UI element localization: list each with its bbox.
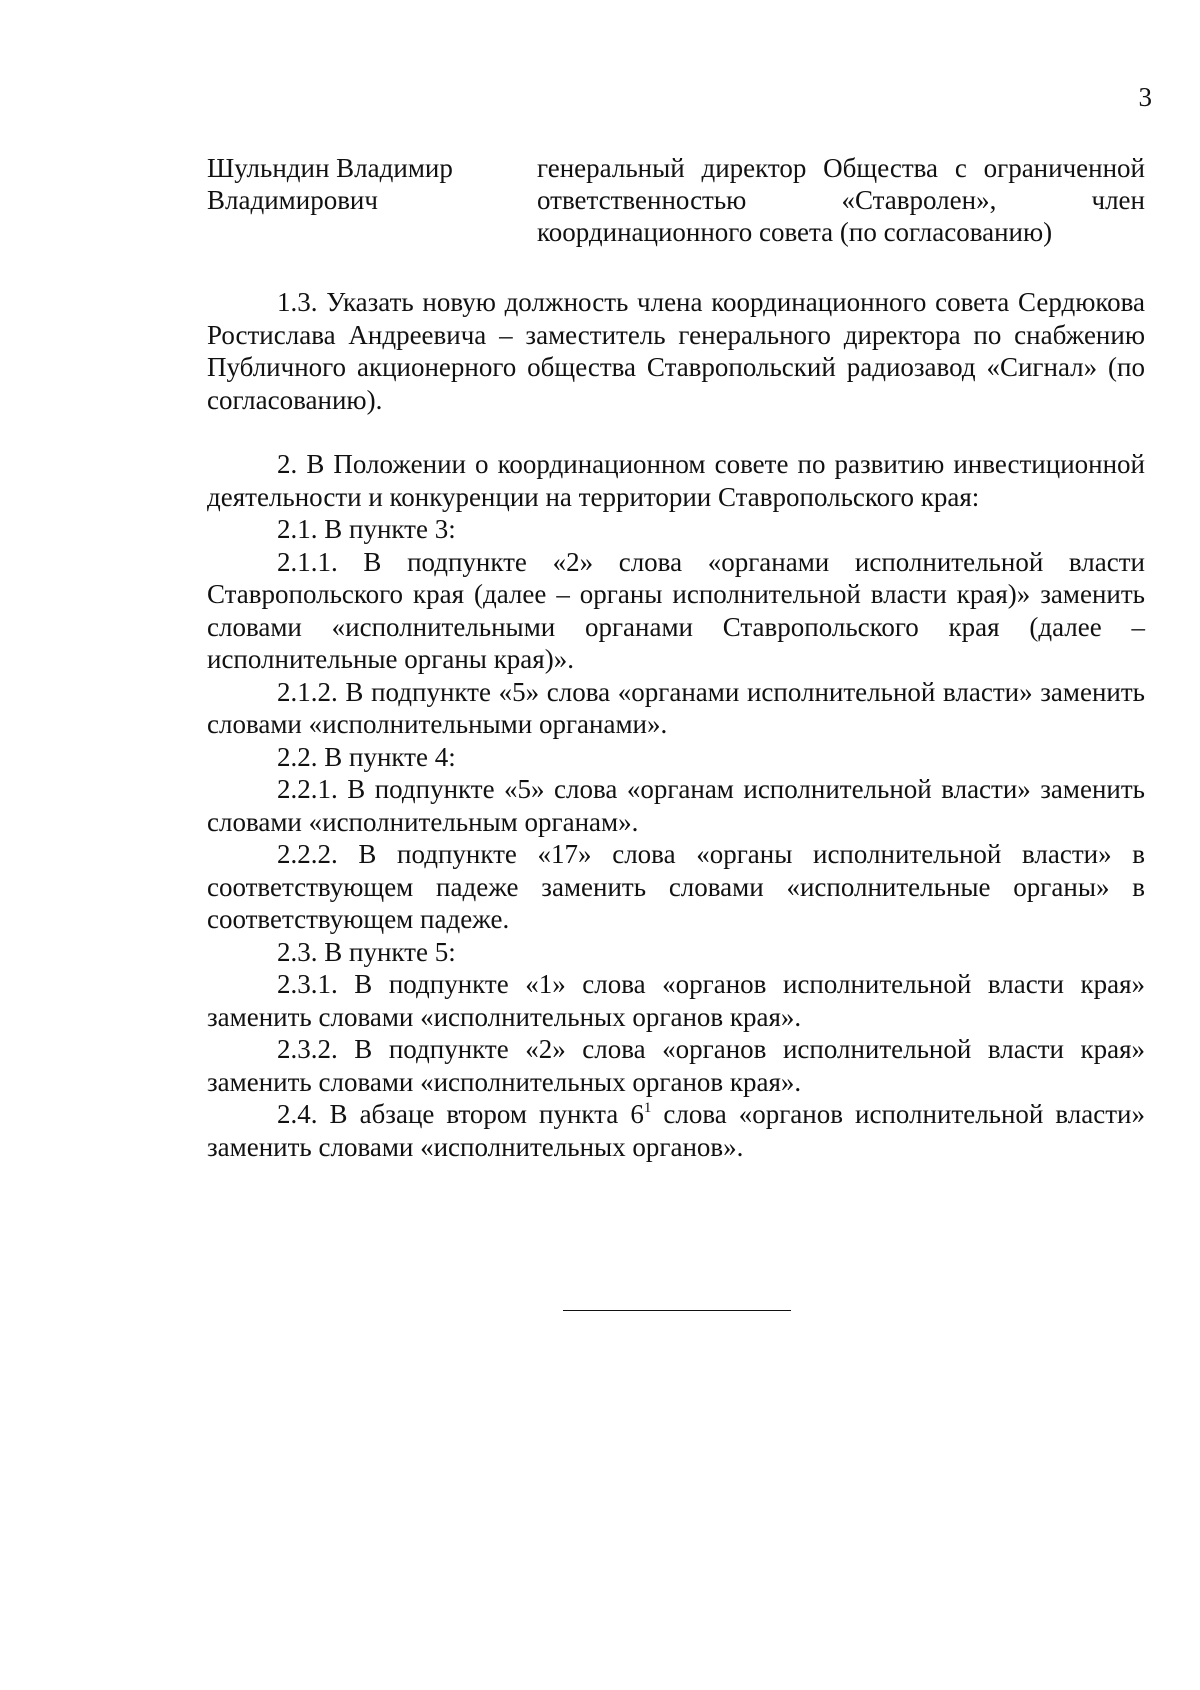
member-name bbox=[207, 152, 497, 216]
paragraph-2-4-start: 2.4. В абзаце втором пункта 6 bbox=[277, 1099, 644, 1129]
paragraph-2-3-2: 2.3.2. В подпункте «2» слова «органов исполнительной власти края» заменить словами «исполнительных органов края». bbox=[207, 1034, 1145, 1097]
paragraph-2-1-1: 2.1.1. В подпункте «2» слова «органами исполнительной власти Ставропольского края (далее – органы исполнительной власти края)» заменить словами «исполнительными органами Ставропольского края (далее – исполнительные органы края)». bbox=[207, 546, 1145, 674]
paragraph-2-2: 2.2. В пункте 4: bbox=[277, 741, 456, 772]
document-body bbox=[207, 286, 1145, 1163]
page-number: 3 bbox=[1138, 82, 1152, 112]
paragraph-2-4-superscript: 1 bbox=[643, 1100, 652, 1116]
paragraph-2: 2. В Положении о координационном совете по развитию инвестиционной деятельности и конкуренции на территории Ставропольского края: bbox=[207, 449, 1145, 512]
member-name-line2: Владимирович bbox=[207, 185, 378, 215]
paragraph-2-3: 2.3. В пункте 5: bbox=[277, 936, 456, 967]
paragraph-2-1-2: 2.1.2. В подпункте «5» слова «органами исполнительной власти» заменить словами «исполнительными органами». bbox=[207, 676, 1145, 739]
paragraph-2-4 bbox=[207, 1098, 1145, 1163]
paragraph-2-2-1: 2.2.1. В подпункте «5» слова «органам исполнительной власти» заменить словами «исполнительным органам». bbox=[207, 774, 1145, 837]
paragraph-2-3-1: 2.3.1. В подпункте «1» слова «органов исполнительной власти края» заменить словами «исполнительных органов края». bbox=[207, 969, 1145, 1032]
paragraph-2-1: 2.1. В пункте 3: bbox=[277, 514, 456, 544]
member-name-line1: Шульндин Владимир bbox=[207, 153, 453, 183]
paragraph-2-2-2: 2.2.2. В подпункте «17» слова «органы исполнительной власти» в соответствующем падеже заменить словами «исполнительные органы» в соответствующем падеже. bbox=[207, 839, 1145, 934]
paragraph-1-3: 1.3. Указать новую должность члена координационного совета Сердюкова Ростислава Андреевича – заместитель генерального директора по снабжению Публичного акционерного общества Ставропольский радиозавод «Сигнал» (по согласованию). bbox=[207, 287, 1145, 415]
member-role: генеральный директор Общества с ограниченной ответственностью «Ставролен», член координационного совета (по согласованию) bbox=[537, 153, 1145, 247]
paragraph-2-4-end: слова «органов исполнительной власти» заменить словами «исполнительных органов». bbox=[207, 1099, 1145, 1162]
end-of-document-rule bbox=[563, 1310, 791, 1311]
paragraph-gap bbox=[207, 416, 1145, 448]
